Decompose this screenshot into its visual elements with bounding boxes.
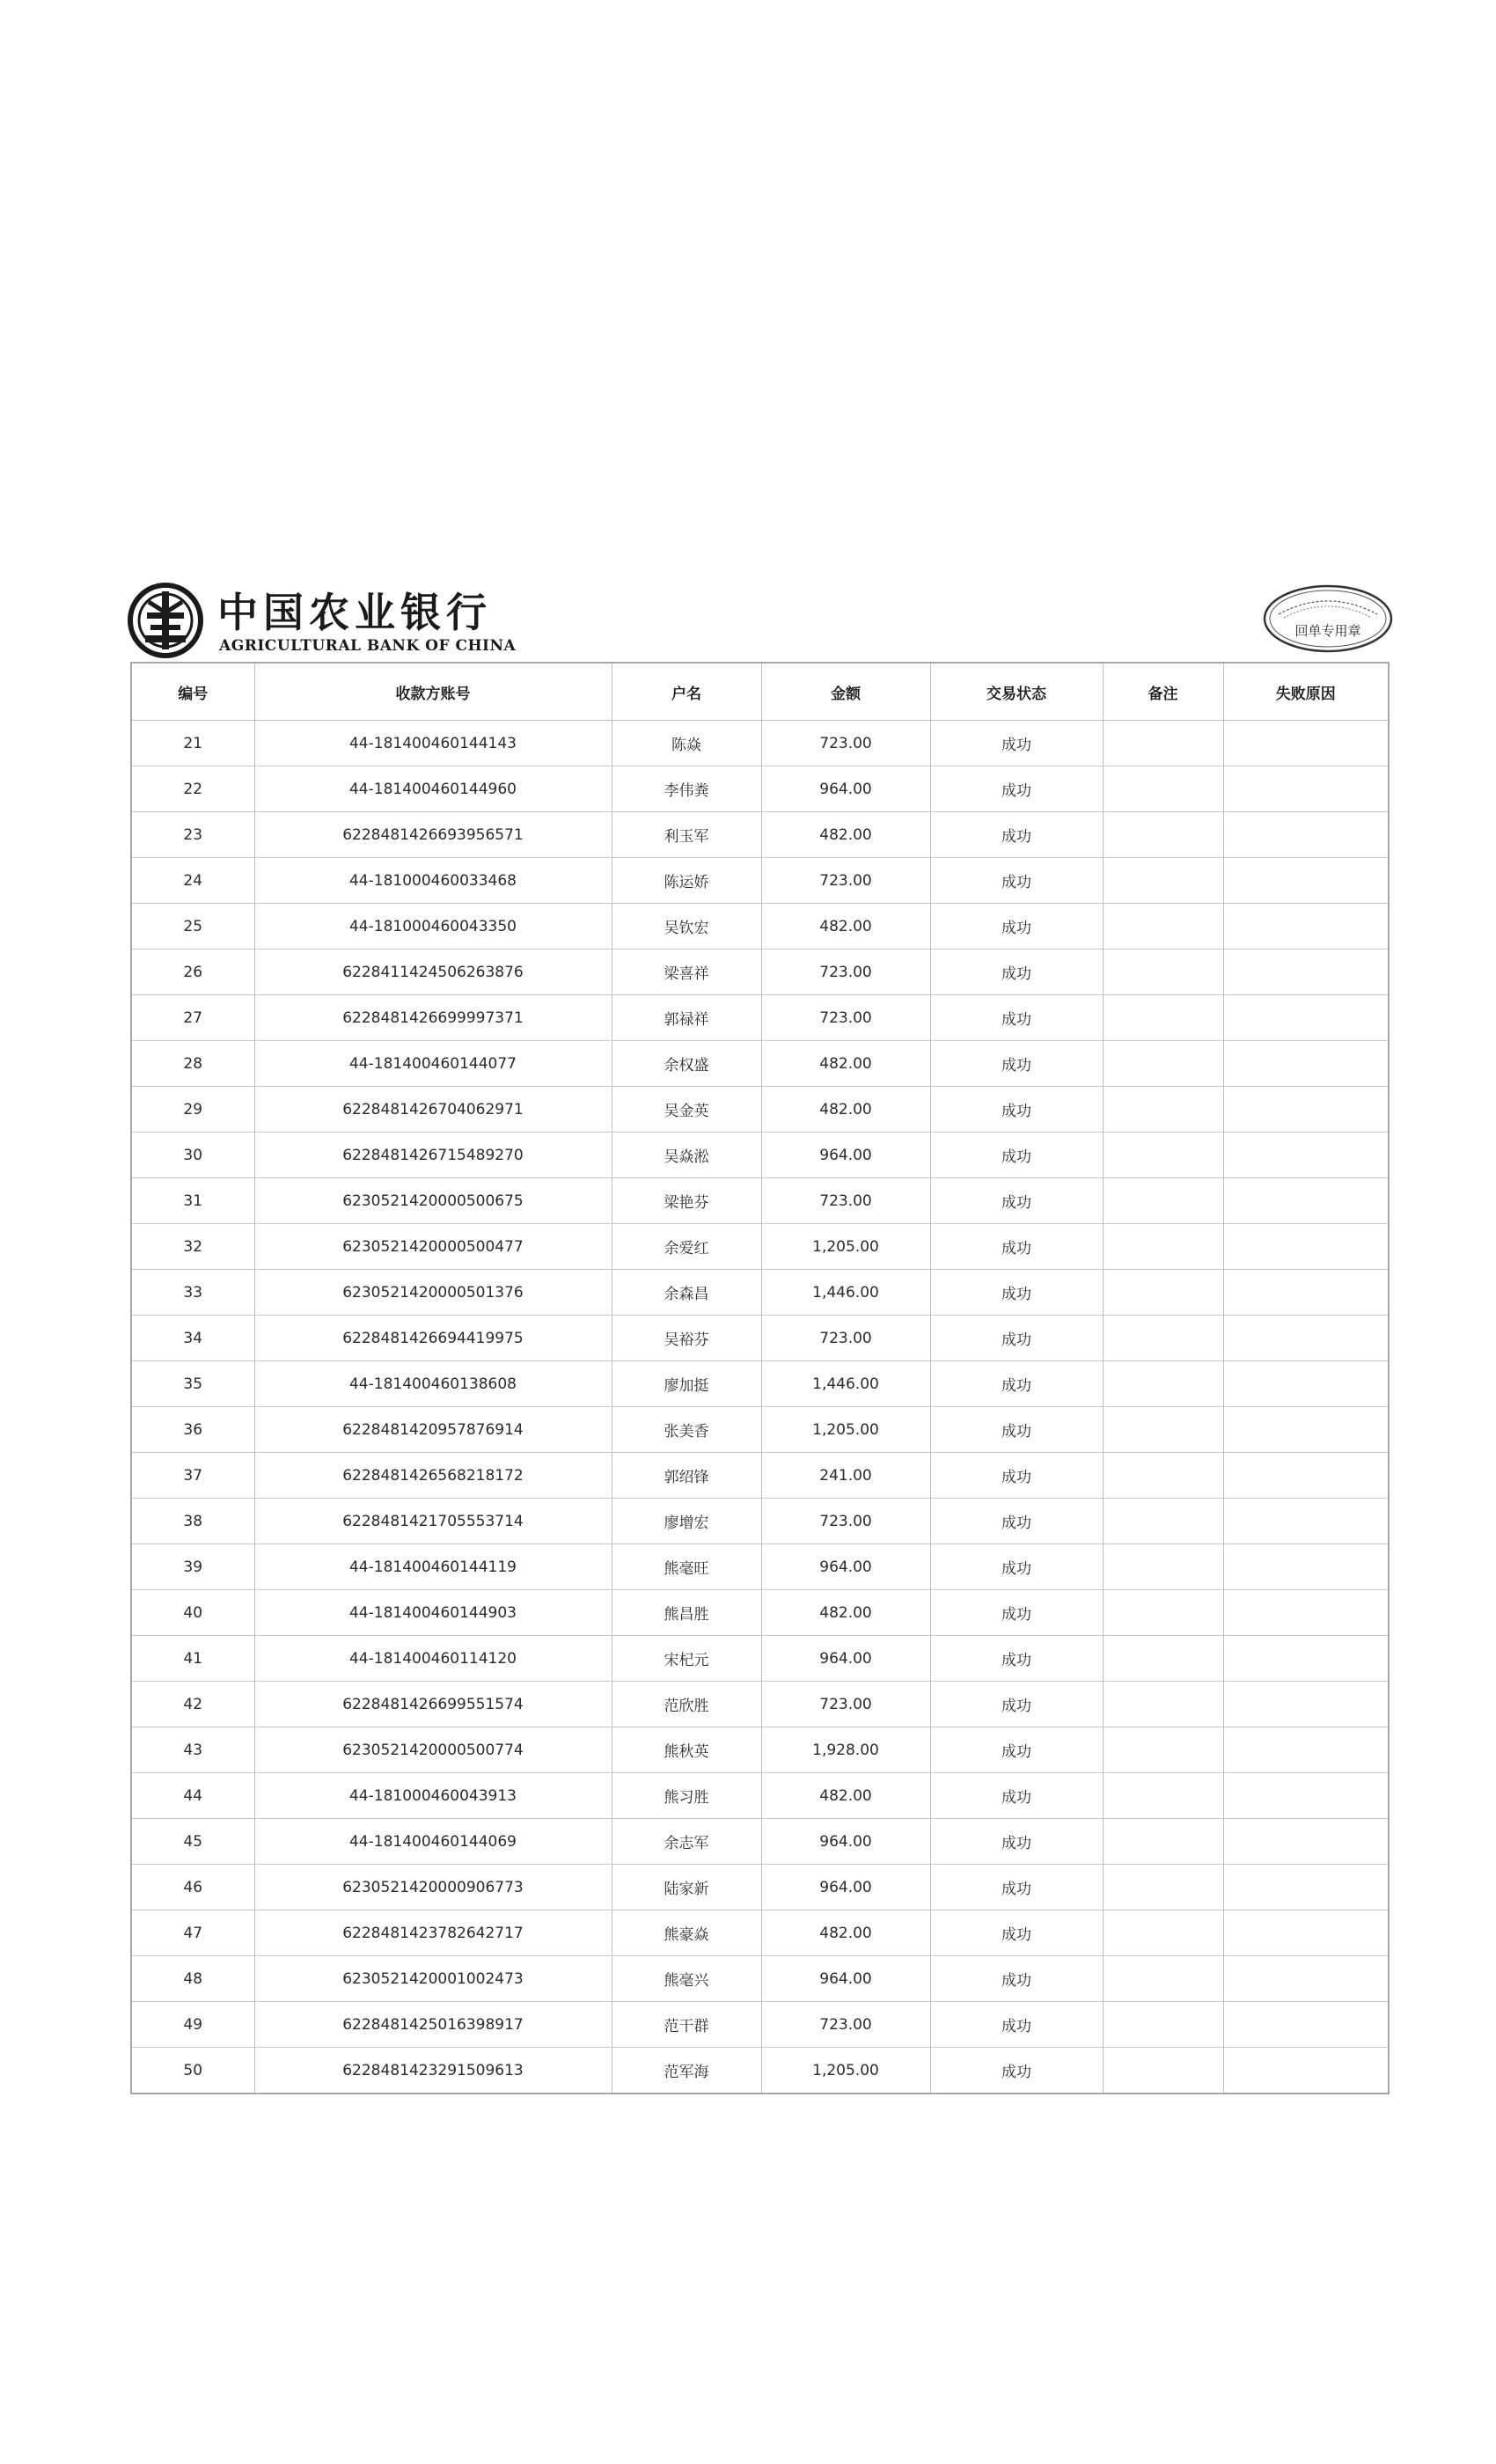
cell-amount: 723.00 bbox=[761, 858, 930, 904]
table-row bbox=[131, 721, 1389, 766]
cell-number: 49 bbox=[131, 2002, 254, 2048]
cell-account: 6228481426704062971 bbox=[254, 1087, 612, 1133]
cell-name: 熊秋英 bbox=[612, 1727, 761, 1773]
cell-status: 成功 bbox=[930, 1178, 1103, 1224]
cell-remark bbox=[1103, 1910, 1223, 1956]
cell-amount: 482.00 bbox=[761, 1590, 930, 1636]
cell-number: 23 bbox=[131, 812, 254, 858]
cell-amount: 964.00 bbox=[761, 1544, 930, 1590]
cell-account: 6228481426715489270 bbox=[254, 1133, 612, 1178]
table-row bbox=[131, 1682, 1389, 1727]
table-row bbox=[131, 995, 1389, 1041]
cell-number: 47 bbox=[131, 1910, 254, 1956]
cell-status: 成功 bbox=[930, 1041, 1103, 1087]
table-row bbox=[131, 1133, 1389, 1178]
cell-account: 44-181400460144960 bbox=[254, 766, 612, 812]
cell-number: 25 bbox=[131, 904, 254, 950]
cell-account: 6228481423291509613 bbox=[254, 2048, 612, 2094]
cell-amount: 241.00 bbox=[761, 1453, 930, 1499]
cell-number: 32 bbox=[131, 1224, 254, 1270]
cell-name: 余志军 bbox=[612, 1819, 761, 1865]
cell-remark bbox=[1103, 1727, 1223, 1773]
cell-failure-reason bbox=[1223, 812, 1389, 858]
cell-status: 成功 bbox=[930, 1133, 1103, 1178]
cell-status: 成功 bbox=[930, 1224, 1103, 1270]
cell-account: 6228481426693956571 bbox=[254, 812, 612, 858]
cell-remark bbox=[1103, 1407, 1223, 1453]
cell-name: 熊豪焱 bbox=[612, 1910, 761, 1956]
cell-remark bbox=[1103, 1956, 1223, 2002]
cell-name: 范欣胜 bbox=[612, 1682, 761, 1727]
cell-amount: 1,205.00 bbox=[761, 1224, 930, 1270]
table-row bbox=[131, 1316, 1389, 1361]
table-row bbox=[131, 1407, 1389, 1453]
table-row bbox=[131, 812, 1389, 858]
cell-failure-reason bbox=[1223, 1865, 1389, 1910]
column-header-failure-reason: 失败原因 bbox=[1223, 663, 1389, 721]
cell-amount: 964.00 bbox=[761, 766, 930, 812]
cell-account: 6228481421705553714 bbox=[254, 1499, 612, 1544]
cell-name: 陆家新 bbox=[612, 1865, 761, 1910]
cell-number: 37 bbox=[131, 1453, 254, 1499]
table-row bbox=[131, 766, 1389, 812]
cell-account: 6228481425016398917 bbox=[254, 2002, 612, 2048]
table-row bbox=[131, 858, 1389, 904]
cell-account: 44-181000460033468 bbox=[254, 858, 612, 904]
cell-failure-reason bbox=[1223, 1727, 1389, 1773]
cell-remark bbox=[1103, 858, 1223, 904]
cell-remark bbox=[1103, 995, 1223, 1041]
cell-name: 廖加挺 bbox=[612, 1361, 761, 1407]
cell-failure-reason bbox=[1223, 2002, 1389, 2048]
table-row bbox=[131, 904, 1389, 950]
cell-number: 36 bbox=[131, 1407, 254, 1453]
cell-amount: 482.00 bbox=[761, 1087, 930, 1133]
cell-number: 26 bbox=[131, 950, 254, 995]
cell-account: 6228481420957876914 bbox=[254, 1407, 612, 1453]
cell-failure-reason bbox=[1223, 721, 1389, 766]
cell-remark bbox=[1103, 1087, 1223, 1133]
table-row bbox=[131, 1041, 1389, 1087]
cell-amount: 1,446.00 bbox=[761, 1270, 930, 1316]
column-header-number: 编号 bbox=[131, 663, 254, 721]
cell-amount: 482.00 bbox=[761, 904, 930, 950]
cell-failure-reason bbox=[1223, 1544, 1389, 1590]
cell-account: 6230521420000500477 bbox=[254, 1224, 612, 1270]
cell-number: 43 bbox=[131, 1727, 254, 1773]
cell-name: 吴裕芬 bbox=[612, 1316, 761, 1361]
cell-name: 余森昌 bbox=[612, 1270, 761, 1316]
table-header-row bbox=[131, 663, 1389, 721]
cell-amount: 1,205.00 bbox=[761, 2048, 930, 2094]
cell-remark bbox=[1103, 812, 1223, 858]
cell-name: 范军海 bbox=[612, 2048, 761, 2094]
cell-name: 熊毫兴 bbox=[612, 1956, 761, 2002]
table-row bbox=[131, 950, 1389, 995]
cell-account: 6228481426699551574 bbox=[254, 1682, 612, 1727]
cell-remark bbox=[1103, 1819, 1223, 1865]
table-row bbox=[131, 1773, 1389, 1819]
cell-status: 成功 bbox=[930, 1544, 1103, 1590]
cell-name: 熊昌胜 bbox=[612, 1590, 761, 1636]
table-row bbox=[131, 1453, 1389, 1499]
cell-number: 39 bbox=[131, 1544, 254, 1590]
cell-number: 27 bbox=[131, 995, 254, 1041]
cell-remark bbox=[1103, 1865, 1223, 1910]
cell-number: 41 bbox=[131, 1636, 254, 1682]
cell-amount: 723.00 bbox=[761, 1316, 930, 1361]
column-header-remark: 备注 bbox=[1103, 663, 1223, 721]
cell-number: 21 bbox=[131, 721, 254, 766]
cell-failure-reason bbox=[1223, 1590, 1389, 1636]
cell-remark bbox=[1103, 1499, 1223, 1544]
cell-name: 吴焱淞 bbox=[612, 1133, 761, 1178]
cell-status: 成功 bbox=[930, 1956, 1103, 2002]
cell-amount: 964.00 bbox=[761, 1636, 930, 1682]
cell-account: 44-181400460114120 bbox=[254, 1636, 612, 1682]
table-row bbox=[131, 1865, 1389, 1910]
cell-amount: 1,205.00 bbox=[761, 1407, 930, 1453]
document-header bbox=[128, 579, 1395, 660]
cell-failure-reason bbox=[1223, 1270, 1389, 1316]
cell-status: 成功 bbox=[930, 1819, 1103, 1865]
cell-number: 22 bbox=[131, 766, 254, 812]
cell-failure-reason bbox=[1223, 1773, 1389, 1819]
cell-account: 6230521420000500774 bbox=[254, 1727, 612, 1773]
cell-status: 成功 bbox=[930, 1682, 1103, 1727]
cell-account: 44-181400460144069 bbox=[254, 1819, 612, 1865]
cell-status: 成功 bbox=[930, 1590, 1103, 1636]
table-row bbox=[131, 2048, 1389, 2094]
cell-remark bbox=[1103, 721, 1223, 766]
cell-remark bbox=[1103, 1316, 1223, 1361]
cell-name: 陈焱 bbox=[612, 721, 761, 766]
cell-failure-reason bbox=[1223, 1499, 1389, 1544]
cell-remark bbox=[1103, 904, 1223, 950]
cell-number: 31 bbox=[131, 1178, 254, 1224]
cell-amount: 964.00 bbox=[761, 1819, 930, 1865]
table-row bbox=[131, 1727, 1389, 1773]
cell-account: 44-181400460144143 bbox=[254, 721, 612, 766]
cell-name: 陈运娇 bbox=[612, 858, 761, 904]
cell-amount: 482.00 bbox=[761, 812, 930, 858]
column-header-name: 户名 bbox=[612, 663, 761, 721]
cell-amount: 1,446.00 bbox=[761, 1361, 930, 1407]
cell-account: 44-181400460144119 bbox=[254, 1544, 612, 1590]
cell-number: 50 bbox=[131, 2048, 254, 2094]
cell-failure-reason bbox=[1223, 1316, 1389, 1361]
cell-name: 吴钦宏 bbox=[612, 904, 761, 950]
cell-status: 成功 bbox=[930, 1773, 1103, 1819]
cell-account: 6228481426568218172 bbox=[254, 1453, 612, 1499]
cell-remark bbox=[1103, 1361, 1223, 1407]
cell-name: 李伟粪 bbox=[612, 766, 761, 812]
table-row bbox=[131, 1544, 1389, 1590]
cell-remark bbox=[1103, 1590, 1223, 1636]
cell-account: 6228411424506263876 bbox=[254, 950, 612, 995]
cell-remark bbox=[1103, 1133, 1223, 1178]
cell-failure-reason bbox=[1223, 1133, 1389, 1178]
cell-status: 成功 bbox=[930, 1270, 1103, 1316]
cell-status: 成功 bbox=[930, 1407, 1103, 1453]
cell-account: 6230521420000501376 bbox=[254, 1270, 612, 1316]
cell-number: 48 bbox=[131, 1956, 254, 2002]
table-body bbox=[131, 721, 1389, 2094]
cell-status: 成功 bbox=[930, 2002, 1103, 2048]
transaction-table-wrapper bbox=[130, 662, 1388, 2094]
cell-status: 成功 bbox=[930, 904, 1103, 950]
cell-name: 熊毫旺 bbox=[612, 1544, 761, 1590]
column-header-amount: 金额 bbox=[761, 663, 930, 721]
cell-name: 余爱红 bbox=[612, 1224, 761, 1270]
cell-status: 成功 bbox=[930, 721, 1103, 766]
cell-remark bbox=[1103, 1270, 1223, 1316]
receipt-stamp-icon bbox=[1261, 583, 1395, 655]
cell-name: 宋杞元 bbox=[612, 1636, 761, 1682]
cell-status: 成功 bbox=[930, 1361, 1103, 1407]
cell-remark bbox=[1103, 1544, 1223, 1590]
cell-failure-reason bbox=[1223, 1910, 1389, 1956]
cell-number: 42 bbox=[131, 1682, 254, 1727]
cell-amount: 482.00 bbox=[761, 1773, 930, 1819]
cell-remark bbox=[1103, 2048, 1223, 2094]
cell-account: 6228481426694419975 bbox=[254, 1316, 612, 1361]
cell-name: 梁艳芬 bbox=[612, 1178, 761, 1224]
cell-amount: 964.00 bbox=[761, 1865, 930, 1910]
bank-name-english: AGRICULTURAL BANK OF CHINA bbox=[219, 637, 517, 655]
table-row bbox=[131, 2002, 1389, 2048]
cell-number: 45 bbox=[131, 1819, 254, 1865]
cell-number: 34 bbox=[131, 1316, 254, 1361]
table-row bbox=[131, 1499, 1389, 1544]
cell-failure-reason bbox=[1223, 1636, 1389, 1682]
cell-name: 郭绍锋 bbox=[612, 1453, 761, 1499]
cell-remark bbox=[1103, 1636, 1223, 1682]
cell-name: 郭禄祥 bbox=[612, 995, 761, 1041]
cell-name: 梁喜祥 bbox=[612, 950, 761, 995]
cell-remark bbox=[1103, 1178, 1223, 1224]
cell-number: 28 bbox=[131, 1041, 254, 1087]
cell-amount: 723.00 bbox=[761, 995, 930, 1041]
cell-remark bbox=[1103, 1453, 1223, 1499]
cell-status: 成功 bbox=[930, 1727, 1103, 1773]
table-row bbox=[131, 1910, 1389, 1956]
cell-failure-reason bbox=[1223, 1041, 1389, 1087]
table-row bbox=[131, 1087, 1389, 1133]
cell-account: 6230521420000906773 bbox=[254, 1865, 612, 1910]
cell-failure-reason bbox=[1223, 995, 1389, 1041]
cell-status: 成功 bbox=[930, 950, 1103, 995]
cell-amount: 723.00 bbox=[761, 2002, 930, 2048]
cell-remark bbox=[1103, 1224, 1223, 1270]
cell-status: 成功 bbox=[930, 766, 1103, 812]
cell-account: 6230521420001002473 bbox=[254, 1956, 612, 2002]
cell-amount: 723.00 bbox=[761, 1499, 930, 1544]
cell-account: 6228481426699997371 bbox=[254, 995, 612, 1041]
column-header-status: 交易状态 bbox=[930, 663, 1103, 721]
abc-logo-icon bbox=[128, 583, 203, 658]
cell-status: 成功 bbox=[930, 812, 1103, 858]
stamp-text: 回单专用章 bbox=[1294, 623, 1361, 639]
cell-failure-reason bbox=[1223, 2048, 1389, 2094]
cell-status: 成功 bbox=[930, 1316, 1103, 1361]
table-row bbox=[131, 1590, 1389, 1636]
cell-amount: 723.00 bbox=[761, 1178, 930, 1224]
cell-number: 29 bbox=[131, 1087, 254, 1133]
table-row bbox=[131, 1956, 1389, 2002]
table-row bbox=[131, 1178, 1389, 1224]
table-row bbox=[131, 1819, 1389, 1865]
cell-failure-reason bbox=[1223, 1178, 1389, 1224]
cell-account: 44-181400460138608 bbox=[254, 1361, 612, 1407]
cell-failure-reason bbox=[1223, 950, 1389, 995]
cell-remark bbox=[1103, 1773, 1223, 1819]
cell-failure-reason bbox=[1223, 1224, 1389, 1270]
cell-remark bbox=[1103, 766, 1223, 812]
cell-account: 44-181400460144903 bbox=[254, 1590, 612, 1636]
cell-failure-reason bbox=[1223, 1956, 1389, 2002]
cell-name: 廖增宏 bbox=[612, 1499, 761, 1544]
cell-number: 30 bbox=[131, 1133, 254, 1178]
cell-amount: 723.00 bbox=[761, 721, 930, 766]
cell-account: 6230521420000500675 bbox=[254, 1178, 612, 1224]
cell-account: 44-181000460043913 bbox=[254, 1773, 612, 1819]
table-row bbox=[131, 1361, 1389, 1407]
column-header-account: 收款方账号 bbox=[254, 663, 612, 721]
cell-account: 44-181400460144077 bbox=[254, 1041, 612, 1087]
cell-remark bbox=[1103, 1682, 1223, 1727]
cell-remark bbox=[1103, 1041, 1223, 1087]
cell-failure-reason bbox=[1223, 858, 1389, 904]
cell-status: 成功 bbox=[930, 1910, 1103, 1956]
cell-number: 24 bbox=[131, 858, 254, 904]
cell-status: 成功 bbox=[930, 1453, 1103, 1499]
cell-amount: 482.00 bbox=[761, 1910, 930, 1956]
cell-name: 利玉军 bbox=[612, 812, 761, 858]
cell-amount: 723.00 bbox=[761, 950, 930, 995]
cell-account: 44-181000460043350 bbox=[254, 904, 612, 950]
cell-amount: 723.00 bbox=[761, 1682, 930, 1727]
cell-name: 吴金英 bbox=[612, 1087, 761, 1133]
cell-name: 张美香 bbox=[612, 1407, 761, 1453]
cell-number: 44 bbox=[131, 1773, 254, 1819]
cell-amount: 964.00 bbox=[761, 1133, 930, 1178]
cell-number: 35 bbox=[131, 1361, 254, 1407]
cell-failure-reason bbox=[1223, 1361, 1389, 1407]
cell-name: 范干群 bbox=[612, 2002, 761, 2048]
cell-amount: 1,928.00 bbox=[761, 1727, 930, 1773]
cell-failure-reason bbox=[1223, 1682, 1389, 1727]
cell-status: 成功 bbox=[930, 1087, 1103, 1133]
cell-failure-reason bbox=[1223, 1407, 1389, 1453]
cell-name: 余权盛 bbox=[612, 1041, 761, 1087]
cell-number: 33 bbox=[131, 1270, 254, 1316]
cell-failure-reason bbox=[1223, 1453, 1389, 1499]
cell-amount: 964.00 bbox=[761, 1956, 930, 2002]
cell-status: 成功 bbox=[930, 2048, 1103, 2094]
cell-failure-reason bbox=[1223, 904, 1389, 950]
cell-failure-reason bbox=[1223, 1087, 1389, 1133]
cell-remark bbox=[1103, 950, 1223, 995]
cell-remark bbox=[1103, 2002, 1223, 2048]
cell-status: 成功 bbox=[930, 1865, 1103, 1910]
cell-status: 成功 bbox=[930, 995, 1103, 1041]
cell-status: 成功 bbox=[930, 1499, 1103, 1544]
cell-account: 6228481423782642717 bbox=[254, 1910, 612, 1956]
table-row bbox=[131, 1636, 1389, 1682]
cell-amount: 482.00 bbox=[761, 1041, 930, 1087]
bank-name-chinese: 中国农业银行 bbox=[217, 589, 492, 636]
cell-name: 熊习胜 bbox=[612, 1773, 761, 1819]
cell-number: 38 bbox=[131, 1499, 254, 1544]
cell-number: 40 bbox=[131, 1590, 254, 1636]
table-row bbox=[131, 1224, 1389, 1270]
cell-failure-reason bbox=[1223, 1819, 1389, 1865]
cell-number: 46 bbox=[131, 1865, 254, 1910]
table-row bbox=[131, 1270, 1389, 1316]
cell-failure-reason bbox=[1223, 766, 1389, 812]
cell-status: 成功 bbox=[930, 1636, 1103, 1682]
cell-status: 成功 bbox=[930, 858, 1103, 904]
transaction-table bbox=[130, 662, 1390, 2094]
